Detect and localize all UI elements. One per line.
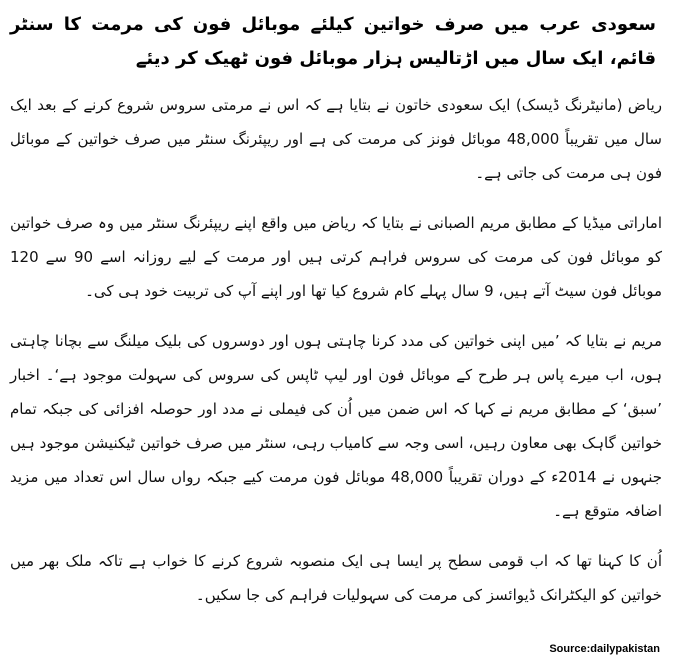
article <box>10 8 662 628</box>
paragraph-2: اماراتی میڈیا کے مطابق مریم الصبانی نے بتایا کہ ریاض میں واقع اپنے ریپئرنگ سنٹر میں وہ صرف خواتین کو موبائل فون کی مرمت کی سروس فراہم کرتی ہیں اور مرمت کے لیے روزانہ اسے 90 سے 120 موبائل فون سیٹ آتے ہیں، 9 سال پہلے کام شروع کیا تھا اور اپنے آپ کی تربیت خود ہی کی۔ <box>10 214 662 300</box>
paragraph-3: مریم نے بتایا کہ ’میں اپنی خواتین کی مدد کرنا چاہتی ہوں اور دوسروں کی بلیک میلنگ سے بچانا چاہتی ہوں، اب میرے پاس ہر طرح کے موبائل فون اور لیپ ٹاپس کی سروس کی سہولت موجود ہے‘۔ اخبار ’سبق‘ کے مطابق مریم نے کہا کہ اس ضمن میں اُن کی فیملی نے مدد اور حوصلہ افزائی کی جبکہ تمام خواتین گاہک بھی معاون رہیں، اسی وجہ سے کامیاب رہی، سنٹر میں صرف خواتین ٹیکنیشن موجود ہیں جنہوں نے 2014ء کے دوران تقریباً 48,000 موبائل فون مرمت کیے جبکہ رواں سال اس تعداد میں مزید اضافہ متوقع ہے۔ <box>10 332 662 520</box>
paragraph-1: ریاض (مانیٹرنگ ڈیسک) ایک سعودی خاتون نے بتایا ہے کہ اس نے مرمتی سروس شروع کرنے کے بعد ایک سال میں تقریباً 48,000 موبائل فونز کی مرمت کی ہے اور ریپئرنگ سنٹر میں صرف خواتین کے موبائل فون ہی مرمت کی جاتی ہے۔ <box>10 96 662 182</box>
source-credit: Source:dailypakistan <box>549 643 660 655</box>
paragraph-4: اُن کا کہنا تھا کہ اب قومی سطح پر ایسا ہی ایک منصوبہ شروع کرنے کا خواب ہے تاکہ ملک بھر میں خواتین کو الیکٹرانک ڈیوائسز کی مرمت کی سہولیات فراہم کی جا سکیں۔ <box>10 552 662 604</box>
article-headline: سعودی عرب میں صرف خواتین کیلئے موبائل فون کی مرمت کا سنٹر قائم، ایک سال میں اڑتالیس ہزار موبائل فون ٹھیک کر دیئے <box>10 14 656 69</box>
